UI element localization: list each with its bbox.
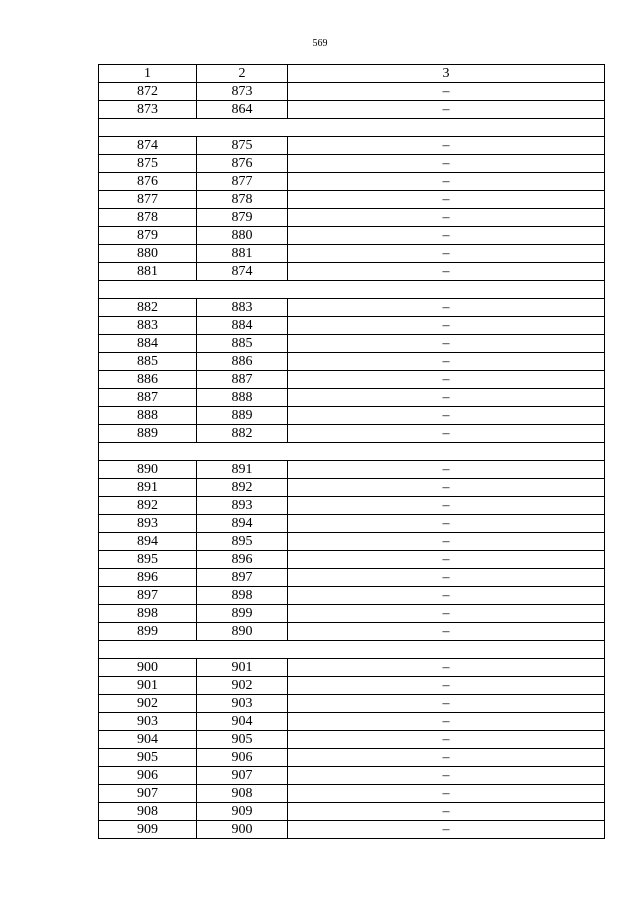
- table-cell-col1: 904: [99, 731, 197, 749]
- table-cell-col2: 878: [197, 191, 288, 209]
- table-cell-col1: 905: [99, 749, 197, 767]
- table-cell-col2: 909: [197, 803, 288, 821]
- table-cell-col2: 887: [197, 371, 288, 389]
- table-row: [99, 209, 605, 227]
- table-cell-col3: –: [288, 317, 605, 335]
- table-cell-col3: –: [288, 587, 605, 605]
- separator-cell: [99, 281, 605, 299]
- table-cell-col1: 883: [99, 317, 197, 335]
- group-separator-row: [99, 443, 605, 461]
- table-cell-col3: –: [288, 695, 605, 713]
- table-cell-col1: 881: [99, 263, 197, 281]
- table-cell-col1: 876: [99, 173, 197, 191]
- table-cell-col2: 882: [197, 425, 288, 443]
- table-cell-col3: –: [288, 623, 605, 641]
- table-row: [99, 461, 605, 479]
- table-cell-col3: –: [288, 173, 605, 191]
- table-cell-col2: 908: [197, 785, 288, 803]
- table-cell-col1: 900: [99, 659, 197, 677]
- table-row: [99, 317, 605, 335]
- table-cell-col1: 874: [99, 137, 197, 155]
- table-cell-col1: 898: [99, 605, 197, 623]
- table-row: [99, 785, 605, 803]
- table-row: [99, 605, 605, 623]
- table-cell-col3: –: [288, 803, 605, 821]
- table-row: [99, 767, 605, 785]
- table-cell-col2: 886: [197, 353, 288, 371]
- table-cell-col2: 874: [197, 263, 288, 281]
- table-row: [99, 515, 605, 533]
- table-cell-col2: 903: [197, 695, 288, 713]
- table-body: [99, 83, 605, 839]
- table-cell-col1: 903: [99, 713, 197, 731]
- page-number: 569: [312, 38, 328, 49]
- table-cell-col3: –: [288, 659, 605, 677]
- table-row: [99, 371, 605, 389]
- table-cell-col3: –: [288, 389, 605, 407]
- table-row: [99, 659, 605, 677]
- table-cell-col3: –: [288, 749, 605, 767]
- table-cell-col1: 889: [99, 425, 197, 443]
- table-cell-col3: –: [288, 461, 605, 479]
- table-cell-col1: 894: [99, 533, 197, 551]
- table-cell-col1: 877: [99, 191, 197, 209]
- table-cell-col1: 895: [99, 551, 197, 569]
- table-cell-col3: –: [288, 785, 605, 803]
- table-row: [99, 227, 605, 245]
- table-cell-col2: 864: [197, 101, 288, 119]
- table-cell-col2: 891: [197, 461, 288, 479]
- table-cell-col3: –: [288, 425, 605, 443]
- table-cell-col1: 907: [99, 785, 197, 803]
- data-table: [98, 64, 605, 839]
- table-cell-col1: 878: [99, 209, 197, 227]
- column-header-2: 2: [197, 65, 288, 83]
- table-row: [99, 587, 605, 605]
- table-cell-col3: –: [288, 101, 605, 119]
- table-cell-col2: 883: [197, 299, 288, 317]
- table-row: [99, 497, 605, 515]
- table-cell-col1: 882: [99, 299, 197, 317]
- table-cell-col1: 875: [99, 155, 197, 173]
- table-cell-col2: 885: [197, 335, 288, 353]
- table-cell-col2: 884: [197, 317, 288, 335]
- table-cell-col3: –: [288, 821, 605, 839]
- table-cell-col2: 889: [197, 407, 288, 425]
- table-cell-col1: 890: [99, 461, 197, 479]
- group-separator-row: [99, 281, 605, 299]
- table-row: [99, 173, 605, 191]
- table-row: [99, 731, 605, 749]
- table-row: [99, 299, 605, 317]
- group-separator-row: [99, 119, 605, 137]
- table-cell-col2: 890: [197, 623, 288, 641]
- table-cell-col1: 891: [99, 479, 197, 497]
- table-row: [99, 803, 605, 821]
- table-cell-col1: 892: [99, 497, 197, 515]
- table-cell-col1: 893: [99, 515, 197, 533]
- table-row: [99, 101, 605, 119]
- table-cell-col2: 895: [197, 533, 288, 551]
- table-row: [99, 479, 605, 497]
- table-cell-col2: 900: [197, 821, 288, 839]
- table-cell-col1: 880: [99, 245, 197, 263]
- table-row: [99, 695, 605, 713]
- table-cell-col3: –: [288, 191, 605, 209]
- table-cell-col2: 881: [197, 245, 288, 263]
- table-cell-col3: –: [288, 371, 605, 389]
- column-header-1: 1: [99, 65, 197, 83]
- table-cell-col2: 902: [197, 677, 288, 695]
- table-cell-col1: 896: [99, 569, 197, 587]
- table-cell-col3: –: [288, 245, 605, 263]
- table-row: [99, 137, 605, 155]
- separator-cell: [99, 119, 605, 137]
- table-row: [99, 353, 605, 371]
- table-cell-col1: 873: [99, 101, 197, 119]
- table-cell-col1: 886: [99, 371, 197, 389]
- table-cell-col3: –: [288, 353, 605, 371]
- table-cell-col1: 897: [99, 587, 197, 605]
- table-cell-col3: –: [288, 209, 605, 227]
- table-row: [99, 713, 605, 731]
- table-cell-col1: 902: [99, 695, 197, 713]
- table-cell-col1: 909: [99, 821, 197, 839]
- table-cell-col2: 898: [197, 587, 288, 605]
- table-row: [99, 425, 605, 443]
- table-cell-col3: –: [288, 533, 605, 551]
- table-row: [99, 623, 605, 641]
- table-cell-col1: 906: [99, 767, 197, 785]
- table-cell-col3: –: [288, 497, 605, 515]
- table-cell-col3: –: [288, 515, 605, 533]
- table-row: [99, 263, 605, 281]
- table-cell-col3: –: [288, 299, 605, 317]
- table-row: [99, 407, 605, 425]
- table-cell-col1: 872: [99, 83, 197, 101]
- table-row: [99, 821, 605, 839]
- table-cell-col2: 876: [197, 155, 288, 173]
- column-header-3: 3: [288, 65, 605, 83]
- table-cell-col2: 906: [197, 749, 288, 767]
- table-cell-col2: 901: [197, 659, 288, 677]
- table-cell-col2: 875: [197, 137, 288, 155]
- table-cell-col2: 880: [197, 227, 288, 245]
- table-cell-col2: 905: [197, 731, 288, 749]
- table-row: [99, 551, 605, 569]
- table-row: [99, 389, 605, 407]
- table-cell-col3: –: [288, 227, 605, 245]
- table-row: [99, 155, 605, 173]
- table-cell-col2: 897: [197, 569, 288, 587]
- table-row: [99, 569, 605, 587]
- table-cell-col3: –: [288, 569, 605, 587]
- separator-cell: [99, 641, 605, 659]
- table-cell-col1: 888: [99, 407, 197, 425]
- separator-cell: [99, 443, 605, 461]
- table-row: [99, 533, 605, 551]
- header-row: [99, 65, 605, 83]
- table-cell-col1: 901: [99, 677, 197, 695]
- table-cell-col3: –: [288, 83, 605, 101]
- table-cell-col1: 899: [99, 623, 197, 641]
- table-cell-col2: 894: [197, 515, 288, 533]
- table-cell-col3: –: [288, 479, 605, 497]
- table-cell-col2: 899: [197, 605, 288, 623]
- table-cell-col1: 879: [99, 227, 197, 245]
- table-cell-col2: 892: [197, 479, 288, 497]
- table-cell-col3: –: [288, 155, 605, 173]
- table-row: [99, 245, 605, 263]
- table-cell-col3: –: [288, 713, 605, 731]
- table-cell-col3: –: [288, 137, 605, 155]
- table-cell-col3: –: [288, 407, 605, 425]
- table-row: [99, 191, 605, 209]
- table-cell-col1: 887: [99, 389, 197, 407]
- table-row: [99, 749, 605, 767]
- table-cell-col1: 885: [99, 353, 197, 371]
- table-cell-col2: 873: [197, 83, 288, 101]
- table-cell-col1: 908: [99, 803, 197, 821]
- table-cell-col2: 877: [197, 173, 288, 191]
- table-cell-col2: 879: [197, 209, 288, 227]
- table-cell-col3: –: [288, 263, 605, 281]
- group-separator-row: [99, 641, 605, 659]
- table-cell-col2: 904: [197, 713, 288, 731]
- table-cell-col2: 893: [197, 497, 288, 515]
- table-cell-col3: –: [288, 731, 605, 749]
- table-cell-col3: –: [288, 677, 605, 695]
- table-cell-col2: 888: [197, 389, 288, 407]
- table-cell-col3: –: [288, 335, 605, 353]
- table-cell-col3: –: [288, 605, 605, 623]
- table-cell-col1: 884: [99, 335, 197, 353]
- table-cell-col3: –: [288, 767, 605, 785]
- table-cell-col2: 896: [197, 551, 288, 569]
- table-cell-col2: 907: [197, 767, 288, 785]
- table-row: [99, 677, 605, 695]
- table-row: [99, 83, 605, 101]
- table-cell-col3: –: [288, 551, 605, 569]
- table-row: [99, 335, 605, 353]
